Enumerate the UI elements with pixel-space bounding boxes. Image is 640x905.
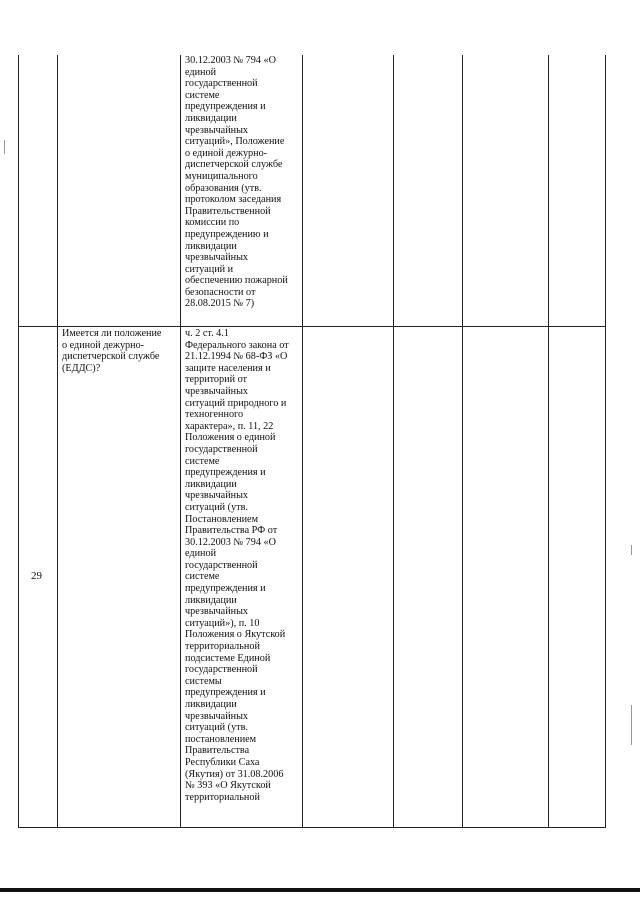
legal-basis-cell: ч. 2 ст. 4.1 Федерального закона от 21.12.1994 № 68-ФЗ «О защите населения и территорий от чрезвычайных ситуаций природного и техногенного характера», п. 11, 22 Положения о единой государственной системе предупреждения и ликвидации чрезвычайных ситуаций (утв. Постановлением Правительства РФ от 30.12.2003 № 794 «О единой государственной системе предупреждения и ликвидации чрезвычайных ситуаций»), п. 10 Положения о Якутской территориальной подсистеме Единой государственной системы предупреждения и ликвидации чрезвычайных ситуаций (утв. постановлением Правительства Республики Саха (Якутия) от 31.08.2006 № 393 «О Якутской территориальной xyxy=(185,328,289,803)
question-cell: Имеется ли положение о единой дежурно- диспетчерской службе (ЕДДС)? xyxy=(62,328,162,374)
column-divider-5 xyxy=(462,55,463,828)
scan-mark xyxy=(4,140,5,154)
table-border-bottom xyxy=(18,827,606,828)
column-divider-2 xyxy=(180,55,181,828)
column-divider-6 xyxy=(548,55,549,828)
scan-mark xyxy=(631,545,632,555)
scan-mark xyxy=(631,705,632,745)
table-border-right xyxy=(605,55,606,828)
table-border-left xyxy=(18,55,19,828)
column-divider-1 xyxy=(57,55,58,828)
scan-bottom-edge xyxy=(0,888,640,892)
row-number: 29 xyxy=(31,570,42,582)
row-separator xyxy=(18,326,606,327)
column-divider-3 xyxy=(302,55,303,828)
legal-basis-cell-continued: 30.12.2003 № 794 «О единой государственной системе предупреждения и ликвидации чрезвычайных ситуаций», Положение о единой дежурно- диспетчерской службе муниципального образования (утв. протоколом заседания Правительственной комиссии по предупреждению и ликвидации чрезвычайных ситуаций и обеспечению пожарной безопасности от 28.08.2015 № 7) xyxy=(185,55,288,310)
column-divider-4 xyxy=(393,55,394,828)
